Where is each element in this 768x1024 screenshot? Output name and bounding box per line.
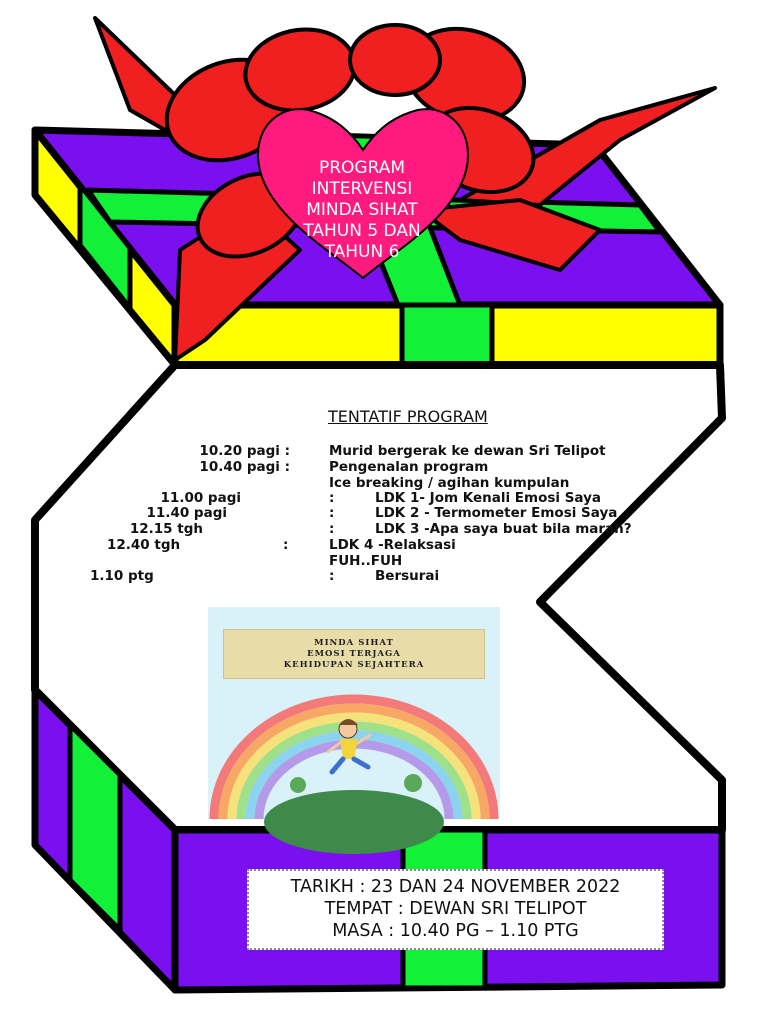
poster-image bbox=[208, 607, 500, 819]
event-venue: TEMPAT : DEWAN SRI TELIPOT bbox=[324, 899, 587, 919]
schedule-colon: : bbox=[283, 537, 289, 553]
poster-line-1: MINDA SIHAT bbox=[314, 638, 394, 648]
event-date: TARIKH : 23 DAN 24 NOVEMBER 2022 bbox=[290, 877, 621, 897]
schedule-title: TENTATIF PROGRAM bbox=[328, 407, 488, 426]
schedule-activity: Bersurai bbox=[375, 568, 440, 584]
schedule-time: 12.40 tgh bbox=[107, 537, 181, 553]
schedule-colon: : bbox=[329, 505, 335, 521]
schedule-colon: : bbox=[329, 568, 335, 584]
schedule-time: 10.40 pagi : bbox=[199, 459, 290, 475]
schedule-time: 10.20 pagi : bbox=[199, 443, 290, 459]
hill-shape bbox=[264, 790, 444, 854]
schedule-time: 1.10 ptg bbox=[90, 568, 154, 584]
event-info-box bbox=[247, 869, 664, 950]
schedule-activity: LDK 2 - Termometer Emosi Saya bbox=[375, 505, 618, 521]
heart-title-line-2: INTERVENSI bbox=[311, 179, 413, 199]
schedule-activity: Murid bergerak ke dewan Sri Telipot bbox=[329, 443, 606, 459]
schedule-activity: LDK 1- Jom Kenali Emosi Saya bbox=[375, 490, 602, 506]
schedule-colon: : bbox=[329, 490, 335, 506]
schedule-activity: Pengenalan program bbox=[329, 459, 489, 475]
schedule-activity: LDK 4 -Relaksasi bbox=[329, 537, 456, 553]
heart-title-line-4: TAHUN 5 DAN bbox=[303, 221, 421, 241]
schedule-time: 12.15 tgh bbox=[129, 521, 203, 537]
schedule-activity: FUH..FUH bbox=[329, 553, 403, 569]
schedule-time: 11.40 pagi bbox=[146, 505, 227, 521]
heart-title-line-5: TAHUN 6 bbox=[324, 242, 400, 262]
schedule-time: 11.00 pagi bbox=[160, 490, 241, 506]
heart-title-line-1: PROGRAM bbox=[318, 158, 406, 178]
schedule-colon: : bbox=[329, 521, 335, 537]
schedule-activity: Ice breaking / agihan kumpulan bbox=[329, 475, 570, 491]
rainbow-illustration bbox=[208, 607, 500, 819]
heart-title bbox=[282, 158, 442, 262]
schedule-activity: LDK 3 -Apa saya buat bila marah? bbox=[375, 521, 632, 537]
heart-title-line-3: MINDA SIHAT bbox=[306, 200, 418, 220]
event-time: MASA : 10.40 PG – 1.10 PTG bbox=[332, 921, 579, 941]
poster-line-2: EMOSI TERJAGA bbox=[307, 649, 401, 659]
poster-line-3: KEHIDUPAN SEJAHTERA bbox=[283, 660, 425, 670]
